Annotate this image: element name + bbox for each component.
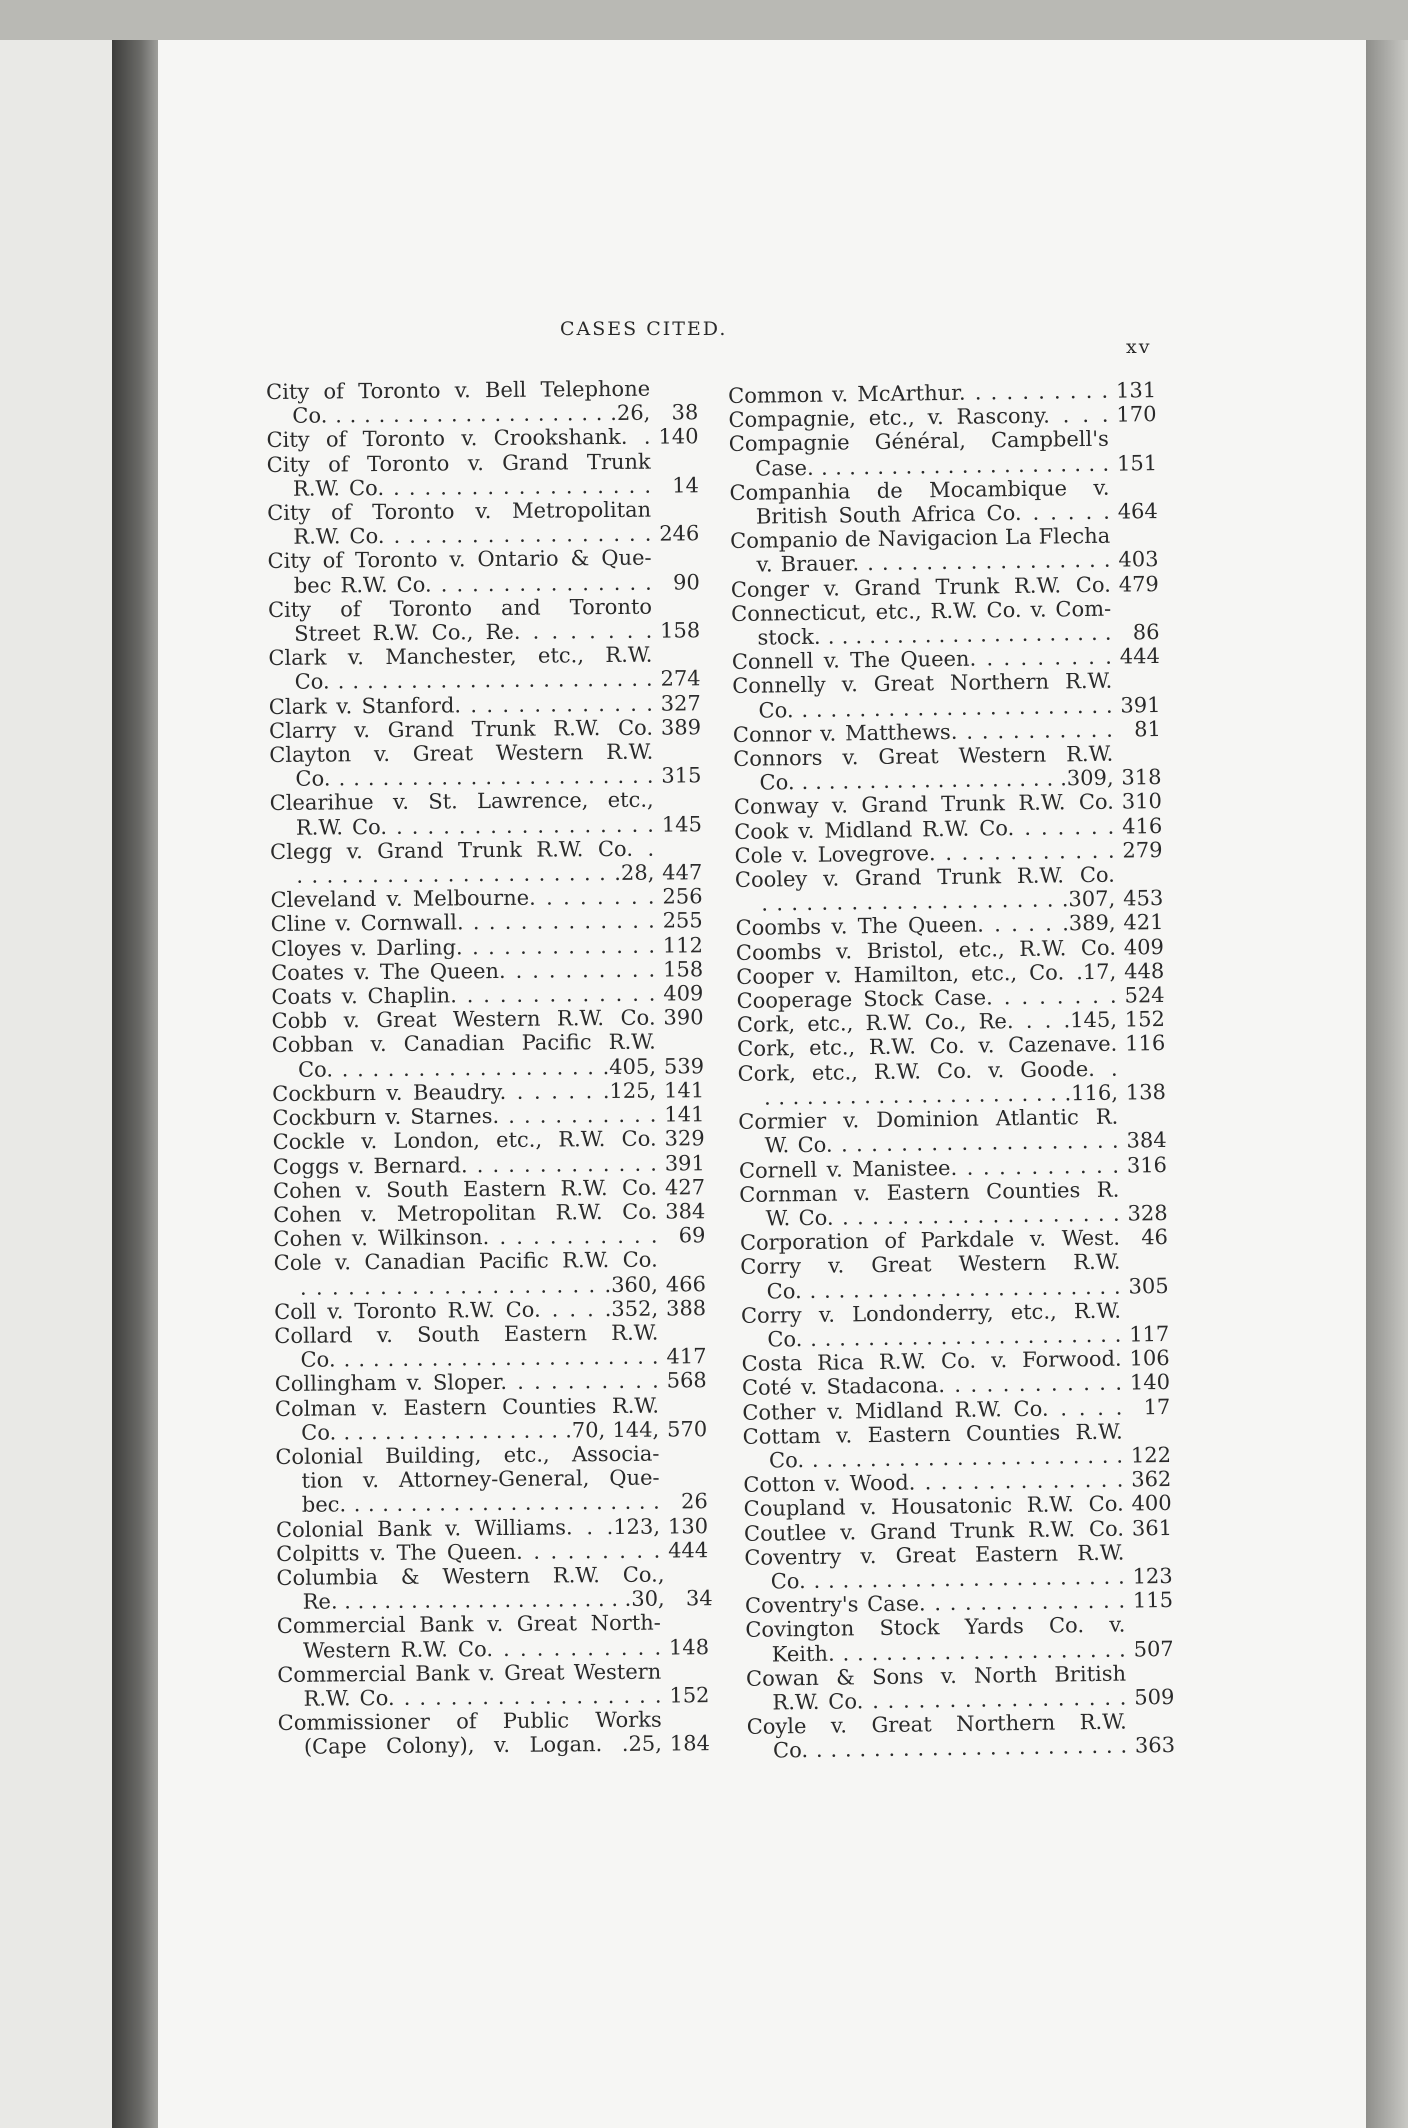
case-line: British South Africa Co. . . . . .	[755, 499, 1110, 529]
case-entry	[739, 1177, 1168, 1231]
case-name	[278, 1708, 662, 1760]
case-line: Cobb v. Great Western R.W. Co.	[271, 1005, 656, 1034]
case-entry	[274, 1248, 706, 1300]
case-page-ref: 448	[1123, 958, 1165, 984]
case-name	[739, 1177, 1120, 1231]
book-gutter	[112, 40, 160, 2128]
case-line: Coll v. Toronto R.W. Co. . . . .352,	[274, 1296, 659, 1324]
case-entry	[738, 1104, 1167, 1158]
case-line: Cobban v. Canadian Pacific R.W.	[271, 1030, 656, 1058]
case-line: Cook v. Midland R.W. Co. . . . . . .	[734, 814, 1115, 844]
case-page-ref: 140	[1129, 1370, 1171, 1395]
case-page-ref: 130	[667, 1513, 709, 1539]
case-page-ref: 403	[1118, 547, 1159, 572]
case-name	[729, 475, 1110, 529]
case-line: Corry v. Great Western R.W.	[740, 1249, 1121, 1280]
case-entry	[743, 1419, 1172, 1473]
case-page-ref: 140	[658, 424, 699, 449]
case-name	[744, 1540, 1125, 1594]
case-page-ref: 409	[663, 981, 704, 1006]
case-page-ref: 315	[661, 763, 702, 788]
case-name	[271, 933, 655, 961]
case-line: Cline v. Cornwall. . . . . . . . . . . . .	[270, 909, 655, 937]
case-name	[268, 643, 652, 695]
case-line: Co. . . . . . . . . . . . . . . . . . . . . . .	[766, 1274, 1121, 1304]
case-name	[266, 377, 650, 429]
case-name	[276, 1563, 664, 1615]
case-name	[276, 1514, 660, 1542]
case-page-ref: 361	[1131, 1515, 1173, 1541]
case-page-ref: 453	[1122, 886, 1164, 911]
case-line: Cohen v. Metropolitan R.W. Co.	[273, 1199, 658, 1227]
case-line: Common v. McArthur. . . . . . . . . .	[728, 378, 1109, 408]
case-line: Co. . . . . . . . . . . . . . . . . . . . . . .	[767, 1322, 1122, 1352]
case-line: Cockle v. London, etc., R.W. Co.	[272, 1126, 657, 1155]
case-line: tion v. Attorney-General, Que-	[301, 1465, 660, 1493]
case-page-ref: 256	[662, 884, 703, 909]
case-line: Connell v. The Queen. . . . . . . . .	[731, 644, 1113, 675]
case-line: Cork, etc., R.W. Co., Re. . . .145,	[736, 1007, 1118, 1038]
case-entry	[729, 426, 1158, 480]
case-line: W. Co. . . . . . . . . . . . . . . . . . . .	[764, 1128, 1119, 1158]
case-line: Colpitts v. The Queen. . . . . . . . .	[276, 1538, 661, 1566]
case-line: Commercial Bank v. Great Western	[277, 1659, 662, 1687]
case-line: Coyle v. Great Northern R.W.	[746, 1709, 1127, 1740]
case-line: Conger v. Grand Trunk R.W. Co.	[730, 572, 1112, 602]
case-line: Co. . . . . . . . . . . . . . . . . . . . . . .	[295, 763, 654, 792]
case-line: R.W. Co. . . . . . . . . . . . . . . . . .	[293, 521, 652, 549]
case-entry	[277, 1611, 709, 1663]
case-line: Western R.W. Co. . . . . . . . . . .	[302, 1635, 662, 1663]
case-entry	[747, 1709, 1176, 1763]
case-line: Costa Rica R.W. Co. v. Forwood.	[741, 1346, 1122, 1377]
case-entry	[745, 1612, 1174, 1666]
case-line: Cornell v. Manistee. . . . . . . . . . .	[738, 1153, 1120, 1183]
case-page-ref: 255	[662, 908, 703, 934]
case-line: Co. . . . . . . . . . . . . . . . . . .405,	[297, 1054, 657, 1082]
case-name	[275, 1393, 659, 1445]
case-line: Cornman v. Eastern Counties R.	[739, 1177, 1120, 1207]
case-line: Cottam v. Eastern Counties R.W.	[742, 1419, 1123, 1449]
case-line: Co. . . . . . . . . . . . . . . . . . . . . . .	[770, 1564, 1125, 1594]
case-page-ref: 391	[664, 1150, 705, 1176]
case-page-ref: 158	[660, 618, 701, 643]
case-line: Cork, etc., R.W. Co. v. Goode. .	[737, 1056, 1118, 1086]
case-entry	[275, 1393, 707, 1445]
case-page-ref: 570	[666, 1416, 708, 1442]
case-name	[274, 1296, 658, 1324]
case-entry	[733, 741, 1162, 795]
case-line: City of Toronto v. Crookshank. .	[266, 425, 651, 453]
case-line: R.W. Co. . . . . . . . . . . . . . . . . .	[303, 1683, 662, 1711]
case-line: Clayton v. Great Western R.W.	[269, 739, 654, 768]
case-name	[266, 425, 650, 453]
case-page-ref: 69	[678, 1223, 706, 1248]
case-page-ref: 464	[1117, 499, 1158, 524]
case-page-ref: 122	[1130, 1442, 1172, 1468]
case-page-ref: 391	[1120, 692, 1161, 718]
case-line: City of Toronto v. Metropolitan	[267, 497, 652, 526]
case-line: R.W. Co. . . . . . . . . . . . . . . . . .	[772, 1685, 1127, 1715]
case-line: City of Toronto v. Grand Trunk	[266, 449, 651, 477]
case-name	[735, 863, 1116, 917]
case-line: Cole v. Lovegrove. . . . . . . . . . . .	[734, 838, 1115, 868]
case-line: Cormier v. Dominion Atlantic R.	[738, 1104, 1119, 1135]
case-line: Coggs v. Bernard. . . . . . . . . . . . .	[272, 1151, 657, 1179]
case-page-ref: 112	[662, 932, 704, 958]
case-name	[274, 1248, 658, 1300]
case-line: Co. . . . . . . . . . . . . . . . . . . . . . .	[294, 667, 653, 695]
case-entry	[272, 1030, 704, 1082]
case-page-ref: 389	[660, 715, 702, 740]
case-page-ref: 318	[1121, 765, 1162, 790]
case-name	[270, 788, 654, 840]
case-page-ref: 327	[660, 690, 701, 716]
case-name	[737, 1056, 1118, 1110]
case-line: Co. . . . . . . . . . . . . . . . . . . . .309,	[759, 765, 1114, 795]
case-name	[745, 1613, 1126, 1667]
case-line: Cloyes v. Darling. . . . . . . . . . . . .	[270, 933, 656, 961]
page-number: xv	[1126, 336, 1152, 358]
case-line: Colman v. Eastern Counties R.W.	[274, 1393, 660, 1421]
case-line: Connor v. Matthews. . . . . . . . . . .	[732, 717, 1114, 747]
case-line: Conway v. Grand Trunk R.W. Co.	[733, 790, 1115, 820]
case-line: Cole v. Canadian Pacific R.W. Co.	[273, 1247, 658, 1276]
case-page-ref: 170	[1116, 402, 1157, 427]
case-page-ref: 316	[1126, 1152, 1168, 1178]
case-page-ref: 384	[1126, 1128, 1167, 1153]
case-page-ref: 46	[1141, 1225, 1169, 1250]
case-page-ref: 158	[662, 957, 704, 982]
case-entry	[267, 546, 699, 598]
case-name	[275, 1442, 660, 1518]
case-page-ref: 305	[1128, 1273, 1169, 1299]
case-line: Cotton v. Wood. . . . . . . . . . . . . .	[743, 1467, 1124, 1498]
right-column	[728, 378, 1175, 1763]
case-page-ref: 409	[1123, 934, 1165, 960]
case-page-ref: 116	[1124, 1031, 1166, 1057]
case-name	[273, 1200, 657, 1228]
case-entry	[741, 1298, 1170, 1352]
left-column	[266, 376, 713, 1760]
case-line: Co. . . . . . . . . . . . . . . . . . . . . . .	[758, 693, 1113, 723]
case-line: Colonial Building, etc., Associa-	[275, 1441, 660, 1469]
case-line: Co. . . . . . . . . . . . . . . . . . . . . . .	[772, 1733, 1128, 1763]
case-line: Coutlee v. Grand Trunk R.W. Co.	[743, 1516, 1125, 1546]
case-page-ref: 145	[661, 811, 702, 837]
case-line: City of Toronto v. Ontario & Que-	[267, 546, 652, 574]
case-line: Connelly v. Great Northern R.W.	[732, 669, 1113, 699]
case-page-ref: 329	[664, 1126, 705, 1151]
case-line: Companio de Navigacion La Flecha	[730, 523, 1111, 554]
case-line: Cother v. Midland R.W. Co. . . . .	[742, 1395, 1123, 1425]
case-entry	[266, 376, 698, 428]
case-line: Cockburn v. Starnes. . . . . . . . . . .	[272, 1102, 657, 1131]
case-name	[273, 1151, 657, 1179]
case-line: stock. . . . . . . . . . . . . . . . . . . . . .	[757, 620, 1112, 650]
case-entry	[267, 497, 699, 549]
case-name	[277, 1611, 661, 1663]
case-entry	[732, 668, 1161, 722]
case-name	[273, 1127, 657, 1155]
case-page-ref: 106	[1129, 1346, 1170, 1371]
case-line: (Cape Colony), v. Logan. .25,	[303, 1731, 663, 1760]
case-name	[267, 498, 651, 550]
case-page-ref: 38	[671, 400, 699, 425]
case-name	[275, 1369, 659, 1397]
case-entry	[730, 523, 1159, 577]
case-line: Coventry's Case. . . . . . . . . . . . . .	[744, 1588, 1126, 1619]
case-page-ref: 117	[1129, 1321, 1170, 1347]
case-line: Connors v. Great Western R.W.	[733, 741, 1114, 772]
case-page-ref: 17	[1143, 1394, 1171, 1419]
case-line: Co. . . . . . . . . . . . . . . . . .70, 144,	[301, 1417, 660, 1445]
case-page-ref: 539	[663, 1053, 705, 1079]
case-name	[733, 742, 1114, 796]
case-line: v. Brauer. . . . . . . . . . . . . . . . . .	[756, 548, 1111, 578]
case-entry	[744, 1540, 1173, 1594]
case-page-ref: 279	[1122, 837, 1163, 863]
case-line: Cohen v. South Eastern R.W. Co.	[272, 1175, 658, 1203]
case-page-ref: 138	[1125, 1079, 1167, 1105]
case-entry	[275, 1441, 708, 1517]
case-entry	[268, 642, 700, 694]
case-page-ref: 421	[1123, 910, 1164, 935]
case-line: Coupland v. Housatonic R.W. Co.	[743, 1491, 1124, 1522]
case-line: Coats v. Chaplin. . . . . . . . . . . . .	[271, 981, 656, 1010]
case-line: Coombs v. Bristol, etc., R.W. Co.	[735, 935, 1117, 965]
case-line: Cowan & Sons v. North British	[745, 1661, 1127, 1691]
case-page-ref: 14	[672, 473, 700, 498]
case-page-ref: 416	[1121, 813, 1163, 839]
case-line: Commercial Bank v. Great North-	[276, 1610, 661, 1639]
case-name	[270, 836, 654, 888]
case-entry	[277, 1659, 709, 1711]
case-page-ref: 34	[685, 1586, 713, 1611]
case-page-ref: 444	[1119, 644, 1161, 669]
case-page-ref: 184	[669, 1731, 711, 1756]
case-line: Commissioner of Public Works	[277, 1707, 662, 1736]
case-line: Cohen v. Wilkinson. . . . . . . . . . .	[273, 1223, 658, 1252]
case-line: Cork, etc., R.W. Co. v. Cazenave.	[737, 1032, 1118, 1062]
case-page-ref: 131	[1115, 378, 1157, 403]
case-line: Street R.W. Co., Re. . . . . . . .	[294, 618, 653, 646]
case-name	[732, 669, 1113, 723]
case-name	[276, 1538, 660, 1566]
case-line: Colonial Bank v. Williams. . .123,	[275, 1514, 661, 1542]
case-page-ref: 524	[1124, 983, 1165, 1008]
case-page-ref: 568	[666, 1368, 707, 1393]
case-page-ref: 427	[664, 1174, 706, 1200]
case-name	[271, 909, 655, 937]
case-name	[273, 1175, 657, 1203]
case-name	[747, 1710, 1128, 1764]
case-page-ref: 141	[664, 1078, 705, 1103]
case-line: Clark v. Manchester, etc., R.W.	[268, 642, 653, 671]
case-name	[273, 1224, 657, 1252]
case-line: Clearihue v. St. Lawrence, etc.,	[269, 788, 654, 816]
case-line: R.W. Co. . . . . . . . . . . . . . . . . .	[292, 473, 652, 501]
case-line: Case. . . . . . . . . . . . . . . . . . . . . .	[755, 451, 1110, 481]
case-line: Keith. . . . . . . . . . . . . . . . . . . . .	[771, 1637, 1126, 1667]
case-line: Compagnie, etc., v. Rascony. . . .	[728, 402, 1109, 433]
case-name	[269, 740, 653, 792]
case-page-ref: 26	[680, 1489, 708, 1514]
case-line: Coventry v. Great Eastern R.W.	[744, 1540, 1125, 1570]
case-entry	[274, 1320, 706, 1372]
case-page-ref: 388	[665, 1295, 707, 1321]
case-entry	[270, 788, 702, 840]
case-page-ref: 466	[665, 1271, 707, 1297]
case-name	[272, 1030, 656, 1082]
case-page-ref: 447	[662, 860, 703, 885]
case-name	[743, 1419, 1124, 1473]
case-line: Cooperage Stock Case. . . . . . . .	[736, 983, 1117, 1014]
case-page-ref: 417	[666, 1344, 707, 1369]
case-page-ref: 444	[668, 1537, 709, 1563]
case-page-ref: 509	[1134, 1684, 1175, 1710]
case-line: Columbia & Western R.W. Co.,	[276, 1562, 665, 1590]
case-name	[730, 524, 1111, 578]
case-line: W. Co. . . . . . . . . . . . . . . . . . . .	[765, 1201, 1120, 1231]
facing-page-edge	[0, 40, 112, 2128]
case-page-ref: 384	[665, 1199, 706, 1224]
case-line: Corry v. Londonderry, etc., R.W.	[740, 1298, 1122, 1328]
case-name	[271, 1006, 655, 1034]
case-page-ref: 246	[659, 521, 700, 546]
case-entry	[269, 739, 701, 791]
case-entry	[276, 1562, 713, 1614]
case-entry	[278, 1707, 710, 1759]
case-name	[272, 1079, 656, 1107]
case-page-ref: 152	[669, 1683, 710, 1708]
case-name	[740, 1250, 1121, 1304]
case-line: Clarry v. Grand Trunk R.W. Co.	[268, 715, 654, 743]
case-name	[741, 1298, 1122, 1352]
case-page-ref: 400	[1131, 1491, 1172, 1516]
case-page-ref: 507	[1133, 1636, 1174, 1662]
case-line: . . . . . . . . . . . . . . . . . . . . . .28,	[296, 860, 655, 888]
case-line: Collard v. South Eastern R.W.	[274, 1320, 659, 1348]
case-page-ref: 81	[1133, 716, 1162, 742]
case-line: Cleveland v. Melbourne. . . . . . . .	[270, 884, 655, 913]
case-page-ref: 310	[1121, 789, 1163, 814]
case-page-ref: 363	[1134, 1733, 1176, 1758]
case-page-ref: 479	[1118, 571, 1159, 597]
case-page-ref: 123	[1132, 1563, 1173, 1589]
case-line: . . . . . . . . . . . . . . . . . . . . . .116,	[763, 1080, 1119, 1110]
case-entry	[740, 1249, 1169, 1303]
case-page-ref: 328	[1127, 1200, 1168, 1226]
case-page-ref: 390	[663, 1005, 704, 1030]
case-line: Corporation of Parkdale v. West.	[739, 1225, 1121, 1256]
case-line: bec R.W. Co. . . . . . . . . . . . . . .	[293, 570, 652, 598]
case-page-ref: 141	[664, 1102, 705, 1127]
case-name	[271, 958, 655, 986]
case-page-ref: 90	[672, 569, 700, 595]
case-line: City of Toronto v. Bell Telephone	[266, 376, 651, 404]
case-name	[267, 449, 651, 501]
case-entry	[746, 1661, 1175, 1715]
case-line: . . . . . . . . . . . . . . . . . . . .360,	[299, 1272, 659, 1300]
case-entry	[270, 836, 702, 888]
case-name	[268, 594, 652, 646]
case-line: Collingham v. Sloper. . . . . . . . . .	[274, 1368, 659, 1397]
case-name	[274, 1321, 658, 1373]
case-name	[746, 1661, 1127, 1715]
case-name	[731, 597, 1112, 651]
case-name	[269, 715, 653, 743]
case-line: Coté v. Stadacona. . . . . . . . . . . .	[741, 1370, 1123, 1401]
case-line: Re. . . . . . . . . . . . . . . . . . . . . . .30,	[302, 1586, 665, 1614]
case-entry	[735, 862, 1164, 916]
case-entry	[268, 594, 700, 646]
page-stack-edge	[1366, 40, 1408, 2128]
case-line: . . . . . . . . . . . . . . . . . . . . .307,	[761, 886, 1116, 916]
case-page-ref: 362	[1131, 1467, 1172, 1492]
case-page-ref: 152	[1124, 1007, 1166, 1032]
case-page-ref: 115	[1132, 1588, 1174, 1613]
case-line: City of Toronto and Toronto	[267, 594, 653, 622]
case-line: Cockburn v. Beaudry. . . . . . .125,	[272, 1078, 657, 1106]
case-entry	[731, 596, 1160, 650]
case-line: Cooley v. Grand Trunk R.W. Co.	[734, 862, 1116, 893]
case-page-ref: 148	[668, 1634, 710, 1660]
case-name	[269, 691, 653, 719]
case-line: Co. . . . . . . . . . . . . . . . . . . . . . .	[768, 1443, 1124, 1473]
case-name	[271, 982, 655, 1010]
case-line: Companhia de Mocambique v.	[729, 475, 1110, 505]
case-entry	[267, 449, 699, 501]
running-head: CASES CITED.	[560, 318, 728, 340]
case-line: Covington Stock Yards Co. v.	[745, 1612, 1126, 1643]
case-page-ref: 86	[1132, 620, 1160, 645]
case-name	[729, 427, 1110, 481]
case-line: Coates v. The Queen. . . . . . . . . .	[271, 957, 656, 985]
case-line: R.W. Co. . . . . . . . . . . . . . . . . .	[295, 812, 654, 840]
case-line: Clegg v. Grand Trunk R.W. Co. .	[270, 836, 655, 864]
case-name	[270, 885, 654, 913]
case-name	[738, 1105, 1119, 1159]
case-name	[277, 1659, 661, 1711]
case-line: Clark v. Stanford. . . . . . . . . . . . .	[268, 691, 653, 719]
case-entry	[729, 475, 1158, 529]
case-line: Co. . . . . . . . . . . . . . . . . . . . .26,	[292, 400, 651, 428]
case-page-ref: 274	[660, 666, 701, 692]
case-line: bec. . . . . . . . . . . . . . . . . . . . . . .	[301, 1489, 660, 1518]
case-name	[272, 1103, 656, 1131]
case-name	[267, 546, 651, 598]
case-line: Coombs v. The Queen. . . . . .389,	[735, 911, 1116, 941]
case-line: Co. . . . . . . . . . . . . . . . . . . . . . .	[300, 1344, 659, 1372]
case-line: Cooper v. Hamilton, etc., Co. .17,	[736, 959, 1117, 989]
case-line: Connecticut, etc., R.W. Co. v. Com-	[731, 596, 1112, 626]
case-page-ref: 151	[1116, 450, 1158, 476]
case-entry	[737, 1056, 1166, 1110]
case-line: Compagnie Général, Campbell's	[728, 427, 1109, 457]
